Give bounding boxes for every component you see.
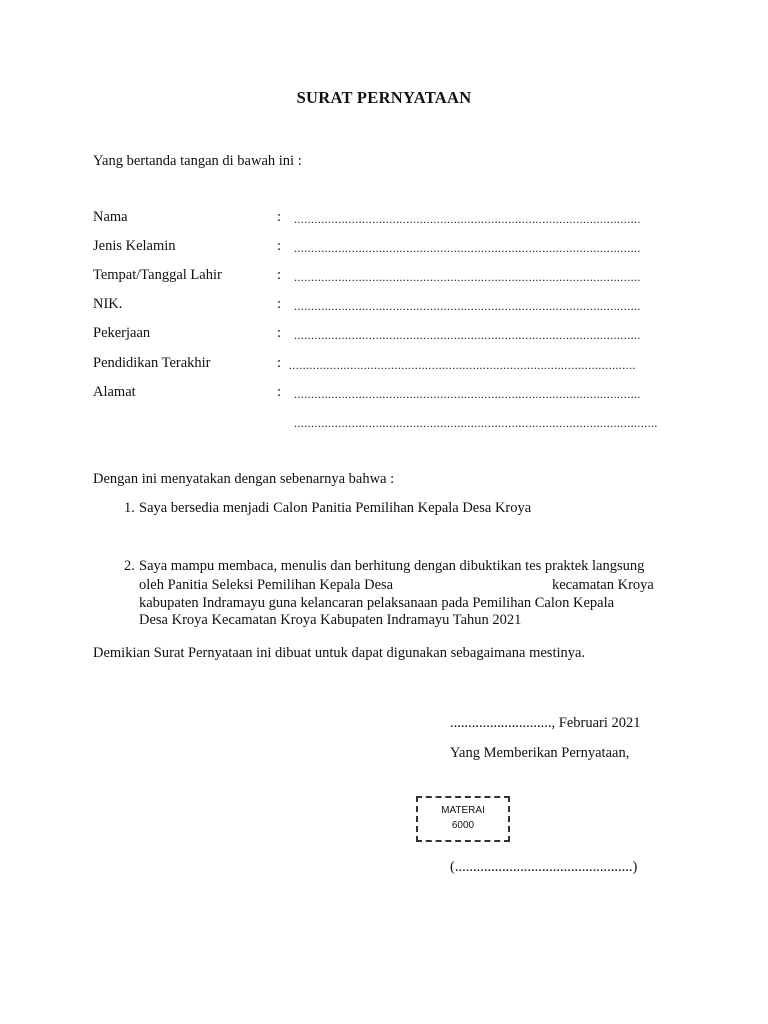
list-item-number: 2. (124, 558, 135, 574)
field-fill-nama: ...................................................................................................... (294, 212, 641, 226)
list-item-text: kecamatan Kroya (552, 577, 654, 593)
date-line: ............................, Februari 2021 (450, 715, 641, 731)
field-colon: : (277, 209, 282, 225)
field-label-nama: Nama (93, 209, 128, 225)
intro-text: Yang bertanda tangan di bawah ini : (93, 153, 302, 169)
field-fill-jenis-kelamin: ...................................................................................................... (294, 241, 641, 255)
field-colon: : (277, 325, 282, 341)
field-colon: : (277, 355, 282, 371)
list-item-number: 1. (124, 500, 135, 516)
field-fill-pekerjaan: ...................................................................................................... (294, 328, 641, 342)
field-fill-tempat-tanggal-lahir: ...................................................................................................... (294, 270, 641, 284)
closing-text: Demikian Surat Pernyataan ini dibuat untuk dapat digunakan sebagaimana mestinya. (93, 645, 586, 661)
stamp-value: 6000 (451, 820, 475, 831)
signer-caption: Yang Memberikan Pernyataan, (450, 745, 630, 761)
field-colon: : (277, 384, 282, 400)
field-fill-alamat-line2: ........................................................................................................... (294, 416, 658, 430)
list-item-text: Saya mampu membaca, menulis dan berhitung dengan dibuktikan tes praktek langsung (139, 558, 645, 574)
field-colon: : (277, 296, 282, 312)
field-fill-nik: ...................................................................................................... (294, 299, 641, 313)
field-fill-alamat: ...................................................................................................... (294, 387, 641, 401)
stamp-label: MATERAI (441, 805, 485, 816)
signature-line: (.................................................) (450, 859, 638, 875)
field-label-alamat: Alamat (93, 384, 136, 400)
field-fill-pendidikan-terakhir: ...................................................................................................... (289, 358, 636, 372)
field-label-pendidikan-terakhir: Pendidikan Terakhir (93, 355, 211, 371)
field-label-pekerjaan: Pekerjaan (93, 325, 151, 341)
statement-intro: Dengan ini menyatakan dengan sebenarnya bahwa : (93, 471, 395, 487)
document-title: SURAT PERNYATAAN (296, 88, 472, 107)
field-label-nik: NIK. (93, 296, 123, 312)
list-item-text: kabupaten Indramayu guna kelancaran pelaksanaan pada Pemilihan Calon Kepala (139, 595, 615, 611)
field-label-jenis-kelamin: Jenis Kelamin (93, 238, 176, 254)
field-colon: : (277, 238, 282, 254)
field-colon: : (277, 267, 282, 283)
list-item-text: Desa Kroya Kecamatan Kroya Kabupaten Indramayu Tahun 2021 (139, 612, 522, 628)
materai-stamp (416, 796, 510, 842)
list-item-text: oleh Panitia Seleksi Pemilihan Kepala Desa (139, 577, 394, 593)
list-item-text: Saya bersedia menjadi Calon Panitia Pemilihan Kepala Desa Kroya (139, 500, 532, 516)
field-label-tempat-tanggal-lahir: Tempat/Tanggal Lahir (93, 267, 222, 283)
